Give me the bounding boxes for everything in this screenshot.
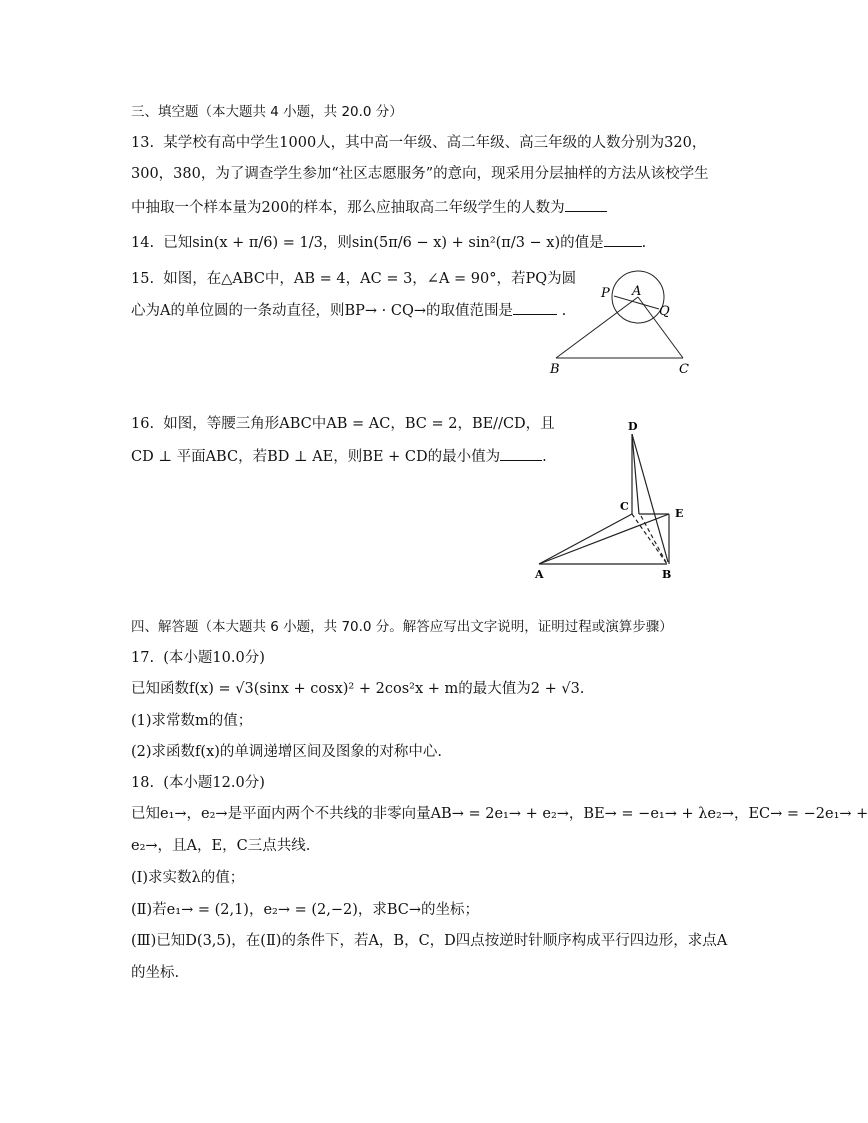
q13-line-2: 300，380，为了调查学生参加“社区志愿服务”的意向，现采用分层抽样的方法从该校学生 [131,166,709,182]
q16-end: . [542,449,547,465]
label-a: A [535,568,544,581]
q18-line-5: (Ⅲ)已知D(3,5)，在(Ⅱ)的条件下，若A，B，C，D四点按逆时针顺序构成平行四边形，求点A [131,933,728,949]
q15-text: 心为A的单位圆的一条动直径，则BP→ · CQ→的取值范围是 [131,303,513,319]
label-p: P [601,286,610,301]
q14-answer-blank[interactable] [604,232,642,247]
label-q: Q [659,304,670,319]
label-b: B [550,362,560,377]
q15-line-1: 15. 如图，在△ABC中，AB = 4，AC = 3，∠A = 90°，若PQ为圆 [131,271,577,287]
q18-line-3: (Ⅰ)求实数λ的值； [131,870,245,886]
q13-answer-blank[interactable] [565,197,607,212]
q14-end: . [641,235,647,251]
q18-title: 18. (本小题12.0分) [131,775,265,791]
q17-line-2: (1)求常数m的值； [131,713,253,729]
q18-line-6: 的坐标. [131,965,180,981]
label-c: C [679,362,689,377]
q15-figure [548,266,698,378]
edge-ac [539,514,632,564]
q13-line-3 [131,197,607,218]
q18-line-4: (Ⅱ)若e₁→ = (2,1)，e₂→ = (2,−2)，求BC→的坐标； [131,902,480,918]
q15-end: . [561,303,567,319]
label-e: E [675,507,684,520]
label-a: A [632,284,642,299]
q15-line-2 [131,300,566,321]
q18-line-2: e₂→，且A，E，C三点共线. [131,838,311,854]
q16-figure [528,414,694,582]
q17-title: 17. (本小题10.0分) [131,650,265,666]
q13-line-3-text: 中抽取一个样本量为200的样本，那么应抽取高二年级学生的人数为 [131,200,565,216]
label-d: D [628,420,638,433]
label-c: C [620,500,629,513]
q13-line-1: 13. 某学校有高中学生1000人，其中高一年级、高二年级、高三年级的人数分别为320， [131,135,707,151]
q16-line-1: 16. 如图，等腰三角形ABC中AB = AC，BC = 2，BE//CD，且 [131,416,555,432]
side-ab [556,297,638,358]
q17-line-1: 已知函数f(x) = √3(sinx + cosx)² + 2cos²x + m的最大值为2 + √3. [131,681,585,697]
q14-text: 14. 已知sin(x + π/6) = 1/3，则sin(5π/6 − x) + sin²(π/3 − x)的值是 [131,235,604,251]
label-b: B [662,568,672,581]
q14-line-1 [131,232,646,253]
q17-line-3: (2)求函数f(x)的单调递增区间及图象的对称中心. [131,744,443,760]
edge-hidden-2 [641,516,667,564]
q16-text: CD ⊥ 平面ABC，若BD ⊥ AE，则BE + CD的最小值为 [131,449,501,465]
section-4-header: 四、解答题（本大题共 6 小题，共 70.0 分。解答应写出文字说明，证明过程或演算步骤） [131,619,673,635]
q16-line-2 [131,446,547,467]
section-3-header: 三、填空题（本大题共 4 小题，共 20.0 分） [131,104,403,120]
q18-line-1: 已知e₁→，e₂→是平面内两个不共线的非零向量AB→ = 2e₁→ + e₂→，BE→ = −e₁→ + λe₂→，EC→ = −2e₁→ + [131,806,868,822]
